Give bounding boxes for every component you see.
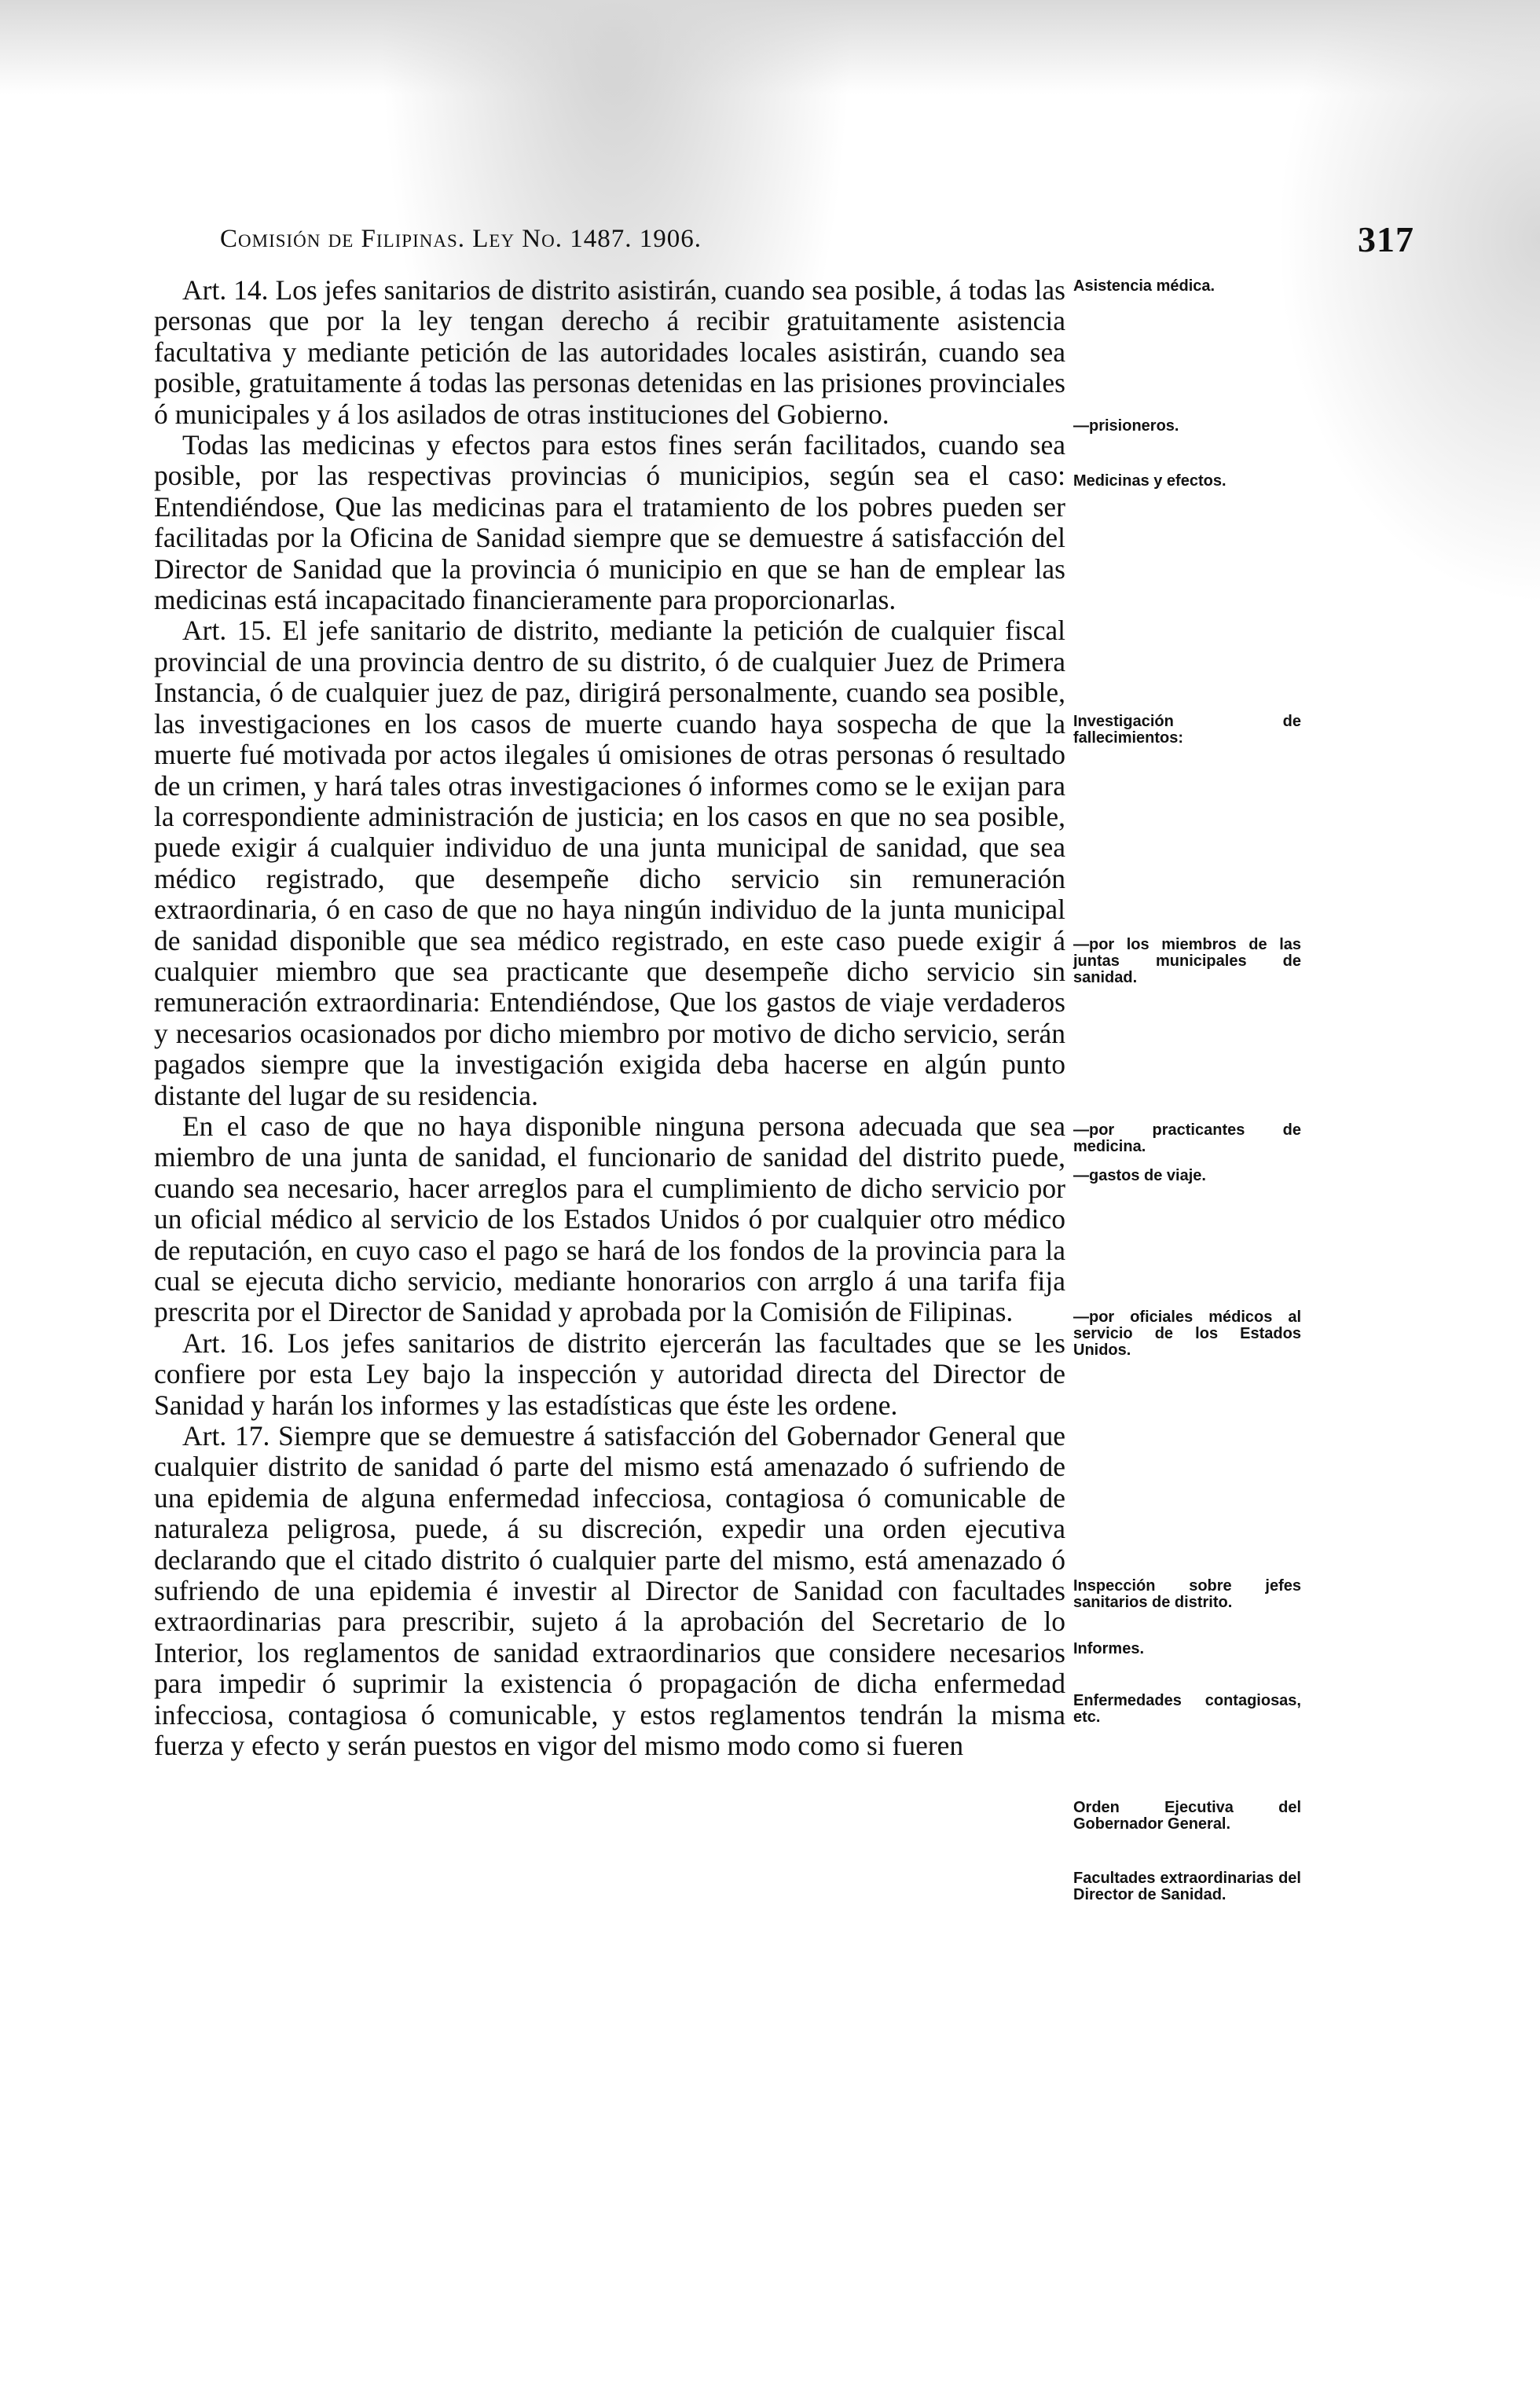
- margin-note: Enfermedades contagiosas, etc.: [1073, 1692, 1301, 1726]
- margin-note: Informes.: [1073, 1640, 1145, 1657]
- paragraph-art-14: Art. 14. Los jefes sanitarios de distrito asistirán, cuando sea posible, á todas las personas que por la ley tengan derecho á recibir gratuitamente asistencia facultativa y mediante petición de las autoridades locales asistirán, cuando sea posible, gratuitamente á todas las personas detenidas en las prisiones provinciales ó municipales y á los asilados de otras instituciones del Gobierno.: [154, 274, 1065, 430]
- paragraph-art-15: Art. 15. El jefe sanitario de distrito, mediante la petición de cualquier fiscal provincial de una provincia dentro de su distrito, ó de cualquier Juez de Primera Instancia, ó de cualquier juez de paz, dirigirá personalmente, cuando sea posible, las investigaciones en los casos de muerte cuando haya sospecha de que la muerte fué motivada por actos ilegales ú omisiones de otras personas ó resultado de un crimen, y hará tales otras investigaciones ó informes como se le exijan para la correspondiente administración de justicia; en los casos en que no sea posible, puede exigir á cualquier individuo de una junta municipal de sanidad, que sea médico registrado, que desempeñe dicho servicio sin remuneración extraordinaria, ó en caso de que no haya ningún individuo de la junta municipal de sanidad disponible que sea médico registrado, en este caso puede exigir á cualquier miembro que sea practicante que desempeñe dicho servicio sin remuneración extraordinaria: Entendiéndose, Que los gastos de viaje verdaderos y necesarios ocasionados por dicho miembro por motivo de dicho servicio, serán pagados siempre que la investigación exigida deba hacerse en algún punto distante del lugar de su residencia.: [154, 615, 1065, 1111]
- paragraph-personas-adecuadas: En el caso de que no haya disponible ninguna persona adecuada que sea miembro de una junta de sanidad, el funcionario de sanidad del distrito puede, cuando sea necesario, hacer arreglos para el cumplimiento de dicho servicio por un oficial médico al servicio de los Estados Unidos ó por cualquier otro médico de reputación, en cuyo caso el pago se hará de los fondos de la provincia para la cual se ejecuta dicho servicio, mediante honorarios con arrglo á una tarifa fija prescrita por el Director de Sanidad y aprobada por la Comisión de Filipinas.: [154, 1110, 1065, 1328]
- margin-note: —prisioneros.: [1073, 417, 1179, 435]
- margin-note: Orden Ejecutiva del Gobernador General.: [1073, 1799, 1301, 1833]
- paragraph-medicinas: Todas las medicinas y efectos para estos fines serán facilitados, cuando sea posible, por las respectivas provincias ó municipios, según sea el caso: Entendiéndose, Que las medicinas para el tratamiento de los pobres pueden ser facilitadas por la Oficina de Sanidad siempre que se demuestre á satisfacción del Director de Sanidad que la provincia ó municipio en que se han de emplear las medicinas está incapacitado financieramente para proporcionarlas.: [154, 429, 1065, 616]
- body-text: [154, 275, 1065, 1762]
- margin-note: Investigación de fallecimientos:: [1073, 713, 1301, 747]
- margin-note: Medicinas y efectos.: [1073, 472, 1226, 490]
- margin-note: Facultades extraordinarias del Director de Sanidad.: [1073, 1870, 1301, 1903]
- margin-note: Inspección sobre jefes sanitarios de distrito.: [1073, 1577, 1301, 1611]
- page-number: 317: [1358, 219, 1414, 259]
- paragraph-art-16: Art. 16. Los jefes sanitarios de distrito ejercerán las facultades que se les confiere por esta Ley bajo la inspección y autoridad directa del Director de Sanidad y harán los informes y las estadísticas que éste les ordene.: [154, 1327, 1065, 1421]
- margin-note: —por practicantes de medicina.: [1073, 1121, 1301, 1155]
- margin-note: —gastos de viaje.: [1073, 1167, 1206, 1184]
- running-head: [220, 218, 1414, 258]
- scan-shadow: [0, 0, 1540, 94]
- page-header-title: Comisión de Filipinas. Ley No. 1487. 1906.: [220, 225, 702, 253]
- margin-note: Asistencia médica.: [1073, 277, 1216, 295]
- margin-note: —por los miembros de las juntas municipales de sanidad.: [1073, 936, 1301, 986]
- margin-note: —por oficiales médicos al servicio de los Estados Unidos.: [1073, 1308, 1301, 1359]
- paragraph-art-17: Art. 17. Siempre que se demuestre á satisfacción del Gobernador General que cualquier distrito de sanidad ó parte del mismo está amenazado ó sufriendo de una epidemia de alguna enfermedad infecciosa, contagiosa ó comunicable de naturaleza peligrosa, puede, á su discreción, expedir una orden ejecutiva declarando que el citado distrito ó cualquier parte del mismo, está amenazado ó sufriendo de una epidemia é investir al Director de Sanidad con facultades extraordinarias para prescribir, sujeto á la aprobación del Secretario de lo Interior, los reglamentos de sanidad extraordinarios que considere necesarios para impedir ó suprimir la existencia ó propagación de dicha enfermedad infecciosa, contagiosa ó comunicable, y estos reglamentos tendrán la misma fuerza y efecto y serán puestos en vigor del mismo modo como si fueren: [154, 1420, 1065, 1762]
